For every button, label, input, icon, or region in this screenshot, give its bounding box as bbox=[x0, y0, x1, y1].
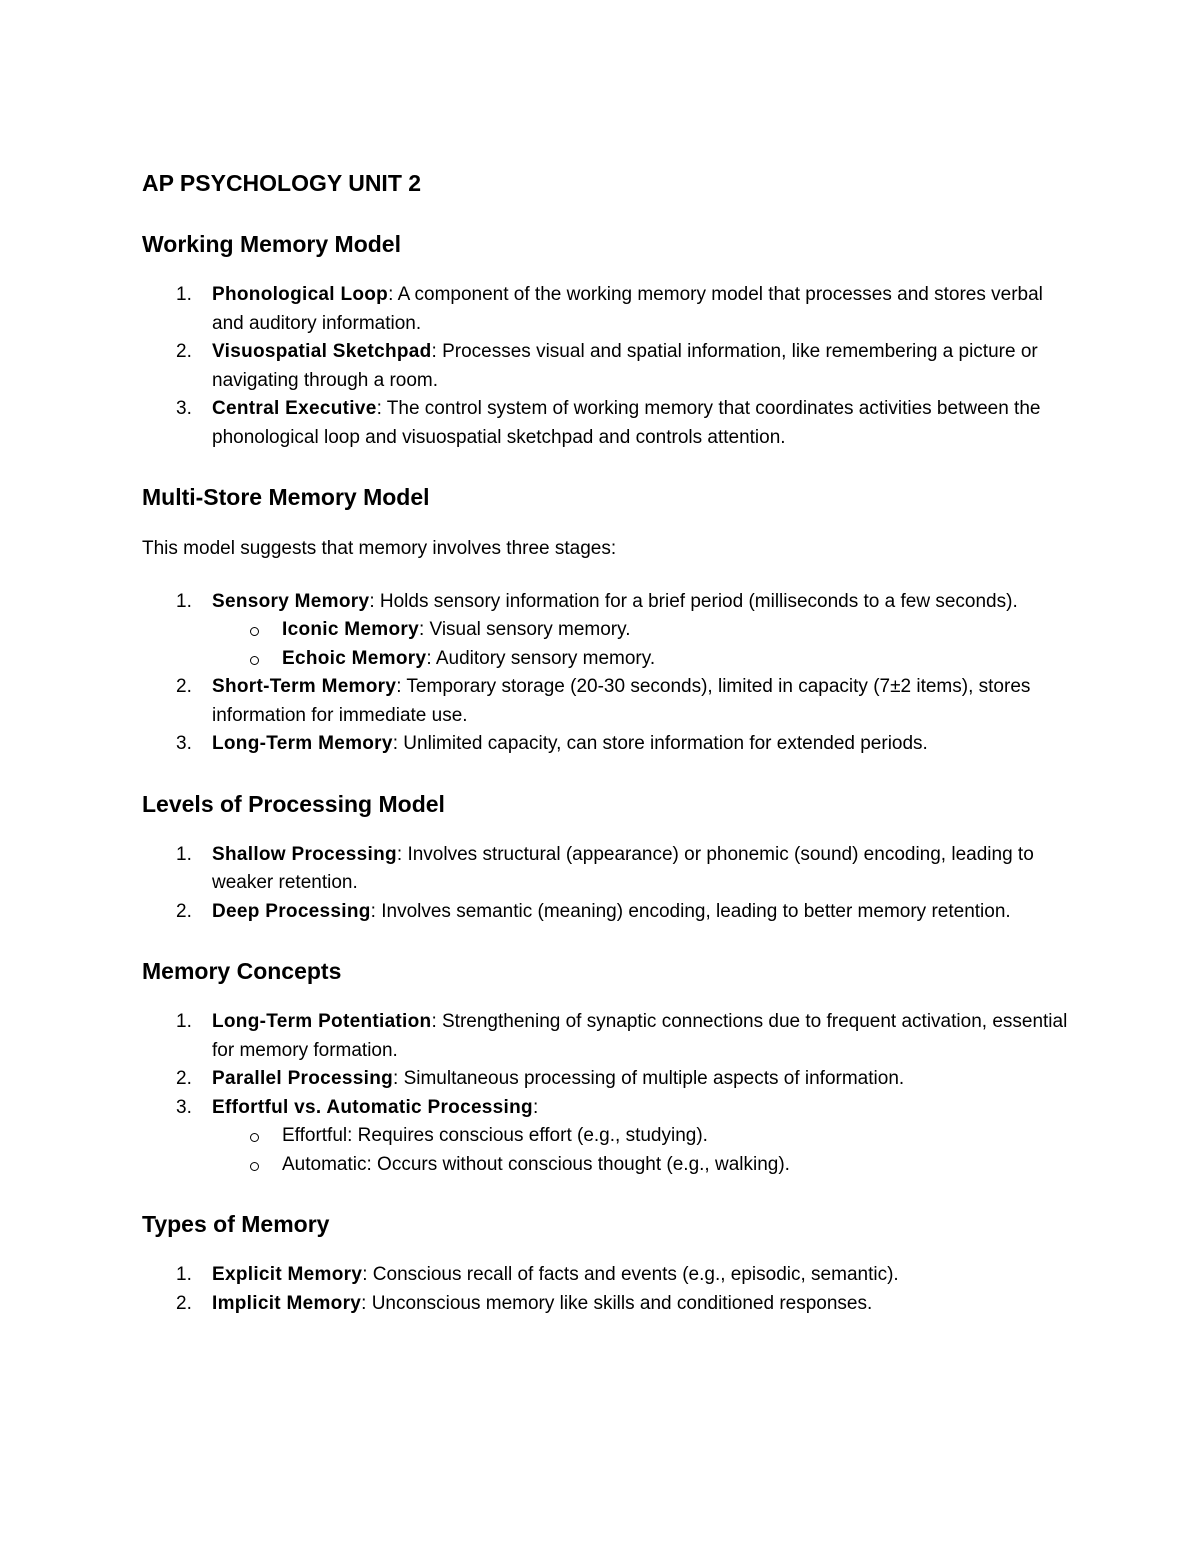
types-of-memory-list bbox=[142, 1261, 1072, 1318]
processing-sublist bbox=[212, 1122, 1072, 1179]
definition: : Conscious recall of facts and events (e.g., episodic, semantic). bbox=[362, 1264, 899, 1285]
list-item bbox=[142, 1094, 1072, 1180]
definition: : Involves semantic (meaning) encoding, leading to better memory retention. bbox=[370, 900, 1011, 922]
hollow-bullet-icon bbox=[250, 1162, 259, 1171]
definition: : The control system of working memory that coordinates activities between the phonological loop and visuospatial sketchpad and controls attention. bbox=[212, 398, 1041, 448]
list-item bbox=[142, 898, 1072, 927]
list-item bbox=[142, 673, 1072, 730]
definition: : Simultaneous processing of multiple aspects of information. bbox=[393, 1068, 905, 1089]
document-page bbox=[142, 166, 1072, 1318]
definition: : Involves structural (appearance) or phonemic (sound) encoding, leading to weaker retention. bbox=[212, 843, 1034, 893]
term-phonological-loop: Phonological Loop bbox=[212, 284, 389, 305]
definition: : Unlimited capacity, can store information for extended periods. bbox=[392, 733, 928, 754]
heading-multi-store-memory-model: Multi-Store Memory Model bbox=[142, 484, 430, 510]
list-item bbox=[142, 395, 1072, 452]
list-number: 1. bbox=[176, 284, 192, 305]
term-shallow-processing: Shallow Processing bbox=[212, 843, 397, 865]
definition: Automatic: Occurs without conscious thought (e.g., walking). bbox=[282, 1153, 790, 1175]
hollow-bullet-icon bbox=[250, 1133, 259, 1142]
sub-list-item bbox=[212, 616, 1072, 645]
levels-of-processing-list bbox=[142, 841, 1072, 927]
term-iconic-memory: Iconic Memory bbox=[282, 619, 419, 640]
list-number: 1. bbox=[176, 1011, 192, 1032]
list-item bbox=[142, 1065, 1072, 1094]
definition: : bbox=[532, 1096, 539, 1118]
multi-store-list bbox=[142, 588, 1072, 759]
term-central-executive: Central Executive bbox=[212, 398, 377, 419]
heading-levels-of-processing-model: Levels of Processing Model bbox=[142, 790, 445, 817]
list-item bbox=[142, 841, 1072, 898]
multi-store-intro: This model suggests that memory involves three stages: bbox=[142, 538, 617, 559]
heading-types-of-memory: Types of Memory bbox=[142, 1211, 330, 1237]
list-item bbox=[142, 281, 1072, 338]
list-number: 2. bbox=[176, 900, 192, 922]
list-item bbox=[142, 588, 1072, 674]
sub-list-item bbox=[212, 1151, 1072, 1180]
list-item bbox=[142, 1290, 1072, 1319]
list-number: 2. bbox=[176, 341, 192, 362]
definition: : Strengthening of synaptic connections due to frequent activation, essential for memory formation. bbox=[212, 1011, 1068, 1061]
term-sensory-memory: Sensory Memory bbox=[212, 590, 370, 612]
list-number: 3. bbox=[176, 733, 192, 754]
term-visuospatial-sketchpad: Visuospatial Sketchpad bbox=[212, 341, 432, 362]
definition: : Unconscious memory like skills and conditioned responses. bbox=[361, 1292, 873, 1314]
hollow-bullet-icon bbox=[250, 627, 259, 636]
memory-concepts-list bbox=[142, 1008, 1072, 1179]
document-title: AP PSYCHOLOGY UNIT 2 bbox=[142, 170, 422, 196]
list-number: 2. bbox=[176, 1068, 192, 1089]
sub-list-item bbox=[212, 645, 1072, 674]
sensory-memory-sublist bbox=[212, 616, 1072, 673]
list-number: 1. bbox=[176, 1264, 192, 1285]
term-echoic-memory: Echoic Memory bbox=[282, 647, 427, 669]
term-effortful-vs-automatic-processing: Effortful vs. Automatic Processing bbox=[212, 1096, 533, 1118]
definition: : Auditory sensory memory. bbox=[426, 647, 656, 669]
term-long-term-memory: Long-Term Memory bbox=[212, 733, 393, 754]
definition: : Temporary storage (20-30 seconds), limited in capacity (7±2 items), stores information for immediate use. bbox=[212, 676, 1031, 726]
definition: : A component of the working memory model that processes and stores verbal and auditory information. bbox=[212, 284, 1043, 334]
term-explicit-memory: Explicit Memory bbox=[212, 1264, 363, 1285]
list-number: 2. bbox=[176, 1292, 192, 1314]
term-implicit-memory: Implicit Memory bbox=[212, 1292, 362, 1314]
list-number: 1. bbox=[176, 590, 192, 612]
definition: Effortful: Requires conscious effort (e.g., studying). bbox=[282, 1125, 708, 1146]
hollow-bullet-icon bbox=[250, 656, 259, 665]
sub-list-item bbox=[212, 1122, 1072, 1151]
term-short-term-memory: Short-Term Memory bbox=[212, 676, 397, 697]
list-number: 2. bbox=[176, 676, 192, 697]
definition: : Processes visual and spatial information, like remembering a picture or navigating through a room. bbox=[212, 341, 1038, 391]
term-long-term-potentiation: Long-Term Potentiation bbox=[212, 1011, 432, 1032]
working-memory-list bbox=[142, 281, 1072, 452]
term-parallel-processing: Parallel Processing bbox=[212, 1068, 394, 1089]
list-number: 3. bbox=[176, 398, 192, 419]
term-deep-processing: Deep Processing bbox=[212, 900, 371, 922]
list-item bbox=[142, 730, 1072, 759]
heading-working-memory-model: Working Memory Model bbox=[142, 231, 401, 257]
definition: : Visual sensory memory. bbox=[418, 619, 631, 640]
list-item bbox=[142, 1261, 1072, 1290]
list-item bbox=[142, 1008, 1072, 1065]
heading-memory-concepts: Memory Concepts bbox=[142, 958, 342, 984]
definition: : Holds sensory information for a brief period (milliseconds to a few seconds). bbox=[369, 590, 1018, 612]
list-item bbox=[142, 338, 1072, 395]
list-number: 3. bbox=[176, 1096, 192, 1118]
list-number: 1. bbox=[176, 843, 192, 865]
